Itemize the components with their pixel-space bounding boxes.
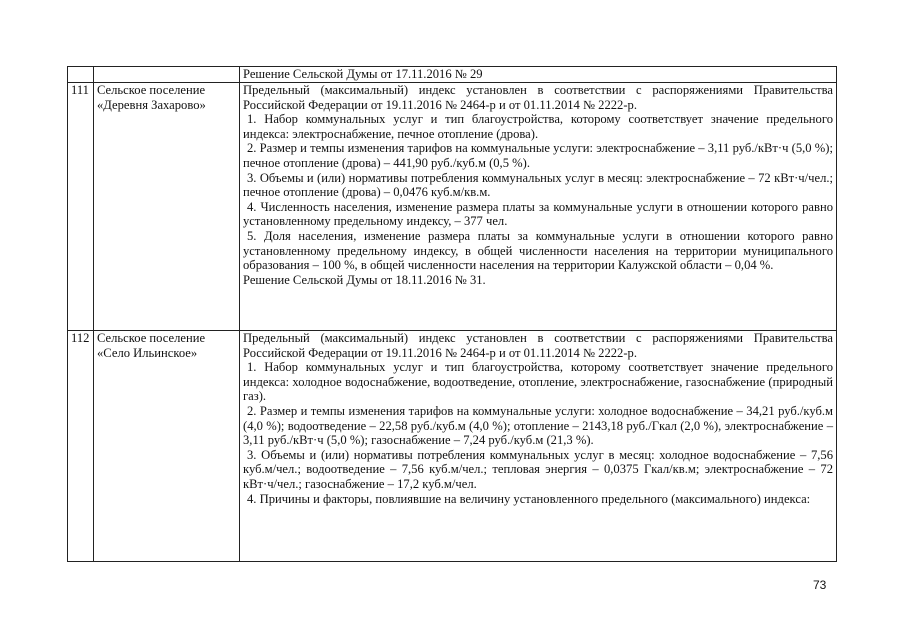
settlement-type: Сельское поселение	[97, 331, 206, 345]
description-cell	[240, 331, 837, 562]
paragraph-services-set: 1. Набор коммунальных услуг и тип благоустройства, которому соответствует значение предельного индекса: электроснабжение, печное отопление (дрова).	[243, 112, 833, 141]
settlement-name: «Село Ильинское»	[97, 345, 198, 360]
settlement-type: Сельское поселение	[97, 83, 206, 97]
page-number: 73	[813, 578, 827, 592]
paragraph-index-basis: Предельный (максимальный) индекс установлен в соответствии с распоряжениями Правительства Российской Федерации от 19.11.2016 № 2464-р и от 01.11.2014 № 2222-р.	[243, 83, 833, 112]
description-cell	[240, 83, 837, 331]
paragraph-factors: 4. Причины и факторы, повлиявшие на величину установленного предельного (максимального) индекса:	[247, 491, 811, 506]
paragraph-index-basis: Предельный (максимальный) индекс установлен в соответствии с распоряжениями Правительства Российской Федерации от 19.11.2016 № 2464-р и от 01.11.2014 № 2222-р.	[243, 331, 833, 360]
settlement-name-cell	[94, 83, 240, 331]
table-row	[68, 67, 837, 83]
decision-line: Решение Сельской Думы от 18.11.2016 № 31.	[243, 272, 486, 287]
settlement-name: «Деревня Захарово»	[97, 97, 206, 112]
paragraph-consumption: 3. Объемы и (или) нормативы потребления коммунальных услуг в месяц: холодное водоснабжение – 7,56 куб.м/чел.; водоотведение – 7,56 куб.м/чел.; тепловая энергия – 0,0375 Гкал/кв.м; электроснабжение – 72 кВт·ч/чел.; газоснабжение – 17,2 куб.м/чел.	[243, 447, 833, 491]
paragraph-services-set: 1. Набор коммунальных услуг и тип благоустройства, которому соответствует значение предельного индекса: холодное водоснабжение, водоотведение, отопление, электроснабжение, газоснабжение (природный газ).	[243, 360, 833, 404]
table-row	[68, 331, 837, 562]
row-number-cell: 111	[68, 83, 94, 331]
paragraph-tariffs: 2. Размер и темпы изменения тарифов на коммунальные услуги: электроснабжение – 3,11 руб./кВт·ч (5,0 %); печное отопление (дрова) – 441,90 руб./куб.м (0,5 %).	[243, 141, 833, 170]
row-number-cell: 112	[68, 331, 94, 562]
paragraph-population: 4. Численность населения, изменение размера платы за коммунальные услуги в отношении которого равно установленному предельному индексу, – 377 чел.	[243, 199, 833, 229]
row-number-cell	[68, 67, 94, 83]
table-row	[68, 83, 837, 331]
description-cell	[240, 67, 837, 83]
settlement-name-cell	[94, 67, 240, 83]
paragraph-population-share: 5. Доля населения, изменение размера платы за коммунальные услуги в отношении которого равно установленному предельному индексу, в общей численности населения на территории муниципального образования – 100 %, в общей численности населения на территории Калужской области – 0,04 %.	[243, 228, 833, 273]
tariff-table	[67, 66, 837, 562]
paragraph-consumption: 3. Объемы и (или) нормативы потребления коммунальных услуг в месяц: электроснабжение – 72 кВт·ч/чел.; печное отопление (дрова) – 0,0476 куб.м/кв.м.	[243, 170, 833, 200]
decision-line: Решение Сельской Думы от 17.11.2016 № 29	[243, 67, 483, 81]
settlement-name-cell	[94, 331, 240, 562]
paragraph-tariffs: 2. Размер и темпы изменения тарифов на коммунальные услуги: холодное водоснабжение – 34,21 руб./куб.м (4,0 %); водоотведение – 22,58 руб./куб.м (4,0 %); отопление – 2143,18 руб./Гкал (2,0 %), электроснабжение – 3,11 руб./кВт·ч (5,0 %); газоснабжение – 7,24 руб./куб.м (21,3 %).	[243, 403, 833, 448]
